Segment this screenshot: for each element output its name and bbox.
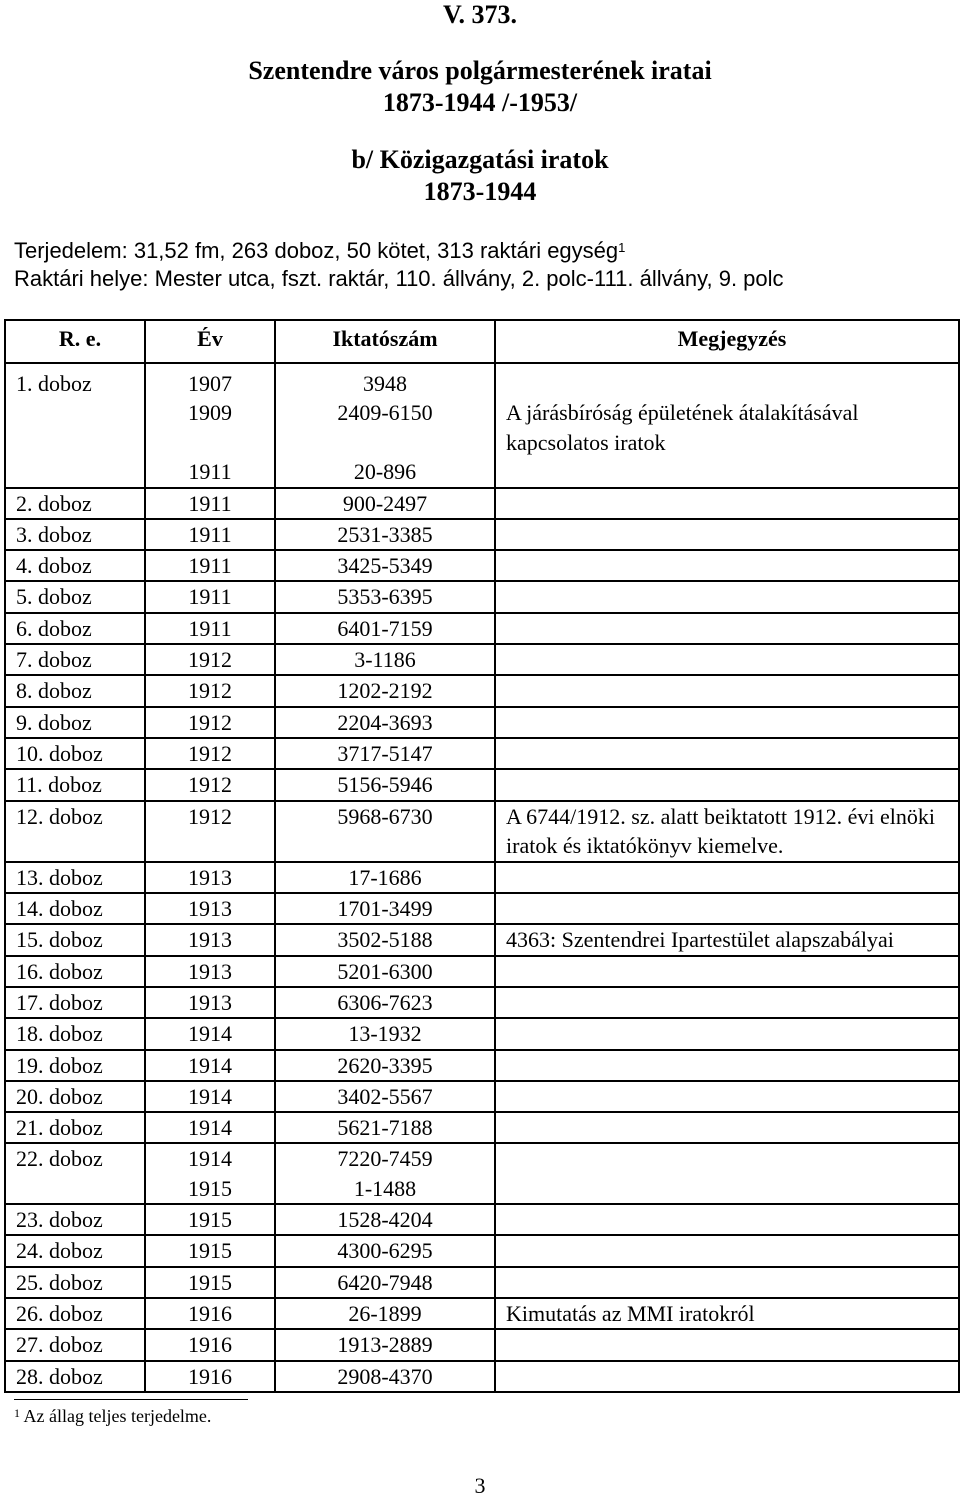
cell-year: 1913 xyxy=(145,924,275,956)
table-row xyxy=(5,893,959,924)
cell-remark xyxy=(495,519,959,550)
cell-year: 1914 xyxy=(145,1112,275,1143)
table-row xyxy=(5,1361,959,1392)
cell-year: 1913 xyxy=(145,987,275,1018)
cell-remark: A járásbíróság épületének átalakításával kapcsolatos iratok xyxy=(495,398,959,457)
cell-year: 1911 xyxy=(145,581,275,612)
footnote xyxy=(14,1405,211,1427)
table-row xyxy=(5,1235,959,1266)
cell-remark xyxy=(495,1267,959,1298)
table-row xyxy=(5,1112,959,1143)
table-row xyxy=(5,769,959,800)
cell-number: 7220-7459 xyxy=(275,1143,495,1173)
cell-year: 1916 xyxy=(145,1361,275,1392)
cell-unit: 15. doboz xyxy=(5,924,145,956)
cell-number: 2620-3395 xyxy=(275,1050,495,1081)
table-header-row xyxy=(5,320,959,363)
cell-unit: 22. doboz xyxy=(5,1143,145,1173)
cell-remark xyxy=(495,893,959,924)
cell-unit: 10. doboz xyxy=(5,738,145,769)
cell-unit: 8. doboz xyxy=(5,675,145,706)
cell-number: 20-896 xyxy=(275,457,495,487)
table-row xyxy=(5,987,959,1018)
cell-unit: 27. doboz xyxy=(5,1329,145,1360)
cell-year: 1909 xyxy=(145,398,275,457)
cell-number: 3402-5567 xyxy=(275,1081,495,1112)
cell-unit: 17. doboz xyxy=(5,987,145,1018)
cell-number: 1202-2192 xyxy=(275,675,495,706)
table-row xyxy=(5,1143,959,1173)
cell-unit xyxy=(5,398,145,457)
table-row xyxy=(5,1174,959,1204)
cell-number: 1701-3499 xyxy=(275,893,495,924)
cell-remark xyxy=(495,1081,959,1112)
cell-number: 1913-2889 xyxy=(275,1329,495,1360)
table-row xyxy=(5,613,959,644)
table-row xyxy=(5,398,959,457)
cell-number: 3502-5188 xyxy=(275,924,495,956)
footnote-divider xyxy=(14,1399,248,1400)
cell-remark xyxy=(495,956,959,987)
cell-year: 1914 xyxy=(145,1081,275,1112)
cell-remark: 4363: Szentendrei Ipartestület alapszabályai xyxy=(495,924,959,956)
cell-remark xyxy=(495,707,959,738)
cell-number: 6306-7623 xyxy=(275,987,495,1018)
header-unit: R. e. xyxy=(5,320,145,363)
footnote-ref: 1 xyxy=(14,1406,20,1420)
cell-unit: 9. doboz xyxy=(5,707,145,738)
cell-number: 2409-6150 xyxy=(275,398,495,457)
cell-year: 1915 xyxy=(145,1204,275,1235)
cell-unit: 21. doboz xyxy=(5,1112,145,1143)
cell-number: 4300-6295 xyxy=(275,1235,495,1266)
cell-year: 1916 xyxy=(145,1298,275,1330)
cell-number: 2908-4370 xyxy=(275,1361,495,1392)
cell-remark xyxy=(495,613,959,644)
cell-remark xyxy=(495,1174,959,1204)
cell-remark xyxy=(495,363,959,398)
document-date-range: 1873-1944 /-1953/ xyxy=(382,88,578,117)
header-number: Iktatószám xyxy=(275,320,495,363)
cell-remark xyxy=(495,1143,959,1173)
cell-remark xyxy=(495,1112,959,1143)
cell-unit: 25. doboz xyxy=(5,1267,145,1298)
table-row xyxy=(5,801,959,862)
cell-unit: 18. doboz xyxy=(5,1018,145,1049)
extent-line xyxy=(14,237,625,265)
cell-year: 1911 xyxy=(145,613,275,644)
cell-number: 3717-5147 xyxy=(275,738,495,769)
fond-code: V. 373. xyxy=(443,0,517,29)
cell-unit: 16. doboz xyxy=(5,956,145,987)
cell-remark: A 6744/1912. sz. alatt beiktatott 1912. évi elnöki iratok és iktatókönyv kiemelve. xyxy=(495,801,959,862)
cell-number: 2204-3693 xyxy=(275,707,495,738)
cell-year: 1916 xyxy=(145,1329,275,1360)
cell-remark: Kimutatás az MMI iratokról xyxy=(495,1298,959,1330)
table-row xyxy=(5,519,959,550)
section-title: b/ Közigazgatási iratok xyxy=(351,145,609,174)
cell-unit: 5. doboz xyxy=(5,581,145,612)
cell-unit: 11. doboz xyxy=(5,769,145,800)
document-title: Szentendre város polgármesterének iratai xyxy=(248,56,712,85)
table-row xyxy=(5,1298,959,1330)
cell-year: 1912 xyxy=(145,769,275,800)
table-row xyxy=(5,363,959,398)
cell-number: 26-1899 xyxy=(275,1298,495,1330)
cell-number: 1528-4204 xyxy=(275,1204,495,1235)
table-row xyxy=(5,862,959,893)
cell-unit: 1. doboz xyxy=(5,363,145,398)
cell-year: 1913 xyxy=(145,893,275,924)
table-row xyxy=(5,1018,959,1049)
footnote-text: Az állag teljes terjedelme. xyxy=(23,1406,212,1426)
cell-remark xyxy=(495,1018,959,1049)
cell-remark xyxy=(495,1204,959,1235)
header-remark: Megjegyzés xyxy=(495,320,959,363)
cell-year: 1911 xyxy=(145,488,275,519)
cell-remark xyxy=(495,987,959,1018)
cell-year: 1912 xyxy=(145,738,275,769)
cell-unit: 2. doboz xyxy=(5,488,145,519)
cell-remark xyxy=(495,1361,959,1392)
cell-unit: 20. doboz xyxy=(5,1081,145,1112)
cell-number: 6420-7948 xyxy=(275,1267,495,1298)
cell-year: 1913 xyxy=(145,862,275,893)
table-row xyxy=(5,644,959,675)
table-row xyxy=(5,1267,959,1298)
cell-year: 1912 xyxy=(145,707,275,738)
cell-unit: 13. doboz xyxy=(5,862,145,893)
cell-year: 1912 xyxy=(145,675,275,706)
table-row xyxy=(5,1050,959,1081)
cell-unit: 12. doboz xyxy=(5,801,145,862)
cell-unit: 3. doboz xyxy=(5,519,145,550)
cell-remark xyxy=(495,1050,959,1081)
cell-number: 13-1932 xyxy=(275,1018,495,1049)
cell-number: 17-1686 xyxy=(275,862,495,893)
cell-number: 3425-5349 xyxy=(275,550,495,581)
cell-remark xyxy=(495,862,959,893)
cell-year: 1915 xyxy=(145,1235,275,1266)
cell-unit: 4. doboz xyxy=(5,550,145,581)
table-row xyxy=(5,1329,959,1360)
cell-unit: 24. doboz xyxy=(5,1235,145,1266)
cell-year: 1915 xyxy=(145,1267,275,1298)
cell-year: 1915 xyxy=(145,1174,275,1204)
cell-number: 1-1488 xyxy=(275,1174,495,1204)
inventory-table xyxy=(4,319,960,1393)
table-row xyxy=(5,550,959,581)
cell-number: 5968-6730 xyxy=(275,801,495,862)
cell-remark xyxy=(495,675,959,706)
cell-unit: 19. doboz xyxy=(5,1050,145,1081)
cell-remark xyxy=(495,644,959,675)
table-body xyxy=(5,363,959,1392)
cell-unit xyxy=(5,1174,145,1204)
cell-remark xyxy=(495,457,959,487)
table-row xyxy=(5,707,959,738)
table-row xyxy=(5,581,959,612)
cell-remark xyxy=(495,1235,959,1266)
cell-number: 3948 xyxy=(275,363,495,398)
cell-year: 1911 xyxy=(145,457,275,487)
footnote-marker: 1 xyxy=(618,240,626,255)
cell-remark xyxy=(495,488,959,519)
cell-number: 5201-6300 xyxy=(275,956,495,987)
cell-unit: 7. doboz xyxy=(5,644,145,675)
table-row xyxy=(5,1081,959,1112)
cell-number: 3-1186 xyxy=(275,644,495,675)
location-line: Raktári helye: Mester utca, fszt. raktár, 110. állvány, 2. polc-111. állvány, 9. polc xyxy=(14,266,784,291)
cell-unit: 28. doboz xyxy=(5,1361,145,1392)
cell-remark xyxy=(495,1329,959,1360)
cell-number: 5353-6395 xyxy=(275,581,495,612)
cell-number: 2531-3385 xyxy=(275,519,495,550)
cell-unit: 14. doboz xyxy=(5,893,145,924)
cell-unit: 26. doboz xyxy=(5,1298,145,1330)
cell-year: 1914 xyxy=(145,1143,275,1173)
table-row xyxy=(5,738,959,769)
extent-text: Terjedelem: 31,52 fm, 263 doboz, 50 kötet, 313 raktári egység xyxy=(14,238,619,263)
cell-year: 1912 xyxy=(145,644,275,675)
table-row xyxy=(5,956,959,987)
cell-remark xyxy=(495,550,959,581)
cell-number: 6401-7159 xyxy=(275,613,495,644)
section-date-range: 1873-1944 xyxy=(423,177,537,206)
table-row xyxy=(5,675,959,706)
cell-remark xyxy=(495,738,959,769)
table-row xyxy=(5,1204,959,1235)
table-row xyxy=(5,457,959,487)
table-row xyxy=(5,924,959,956)
cell-remark xyxy=(495,769,959,800)
cell-number: 5621-7188 xyxy=(275,1112,495,1143)
cell-year: 1911 xyxy=(145,550,275,581)
header-year: Év xyxy=(145,320,275,363)
cell-remark xyxy=(495,581,959,612)
cell-year: 1914 xyxy=(145,1018,275,1049)
table-row xyxy=(5,488,959,519)
cell-year: 1912 xyxy=(145,801,275,862)
page-number: 3 xyxy=(474,1473,486,1498)
cell-unit: 23. doboz xyxy=(5,1204,145,1235)
cell-number: 5156-5946 xyxy=(275,769,495,800)
cell-year: 1913 xyxy=(145,956,275,987)
cell-year: 1914 xyxy=(145,1050,275,1081)
cell-year: 1911 xyxy=(145,519,275,550)
cell-unit xyxy=(5,457,145,487)
cell-unit: 6. doboz xyxy=(5,613,145,644)
cell-number: 900-2497 xyxy=(275,488,495,519)
cell-year: 1907 xyxy=(145,363,275,398)
